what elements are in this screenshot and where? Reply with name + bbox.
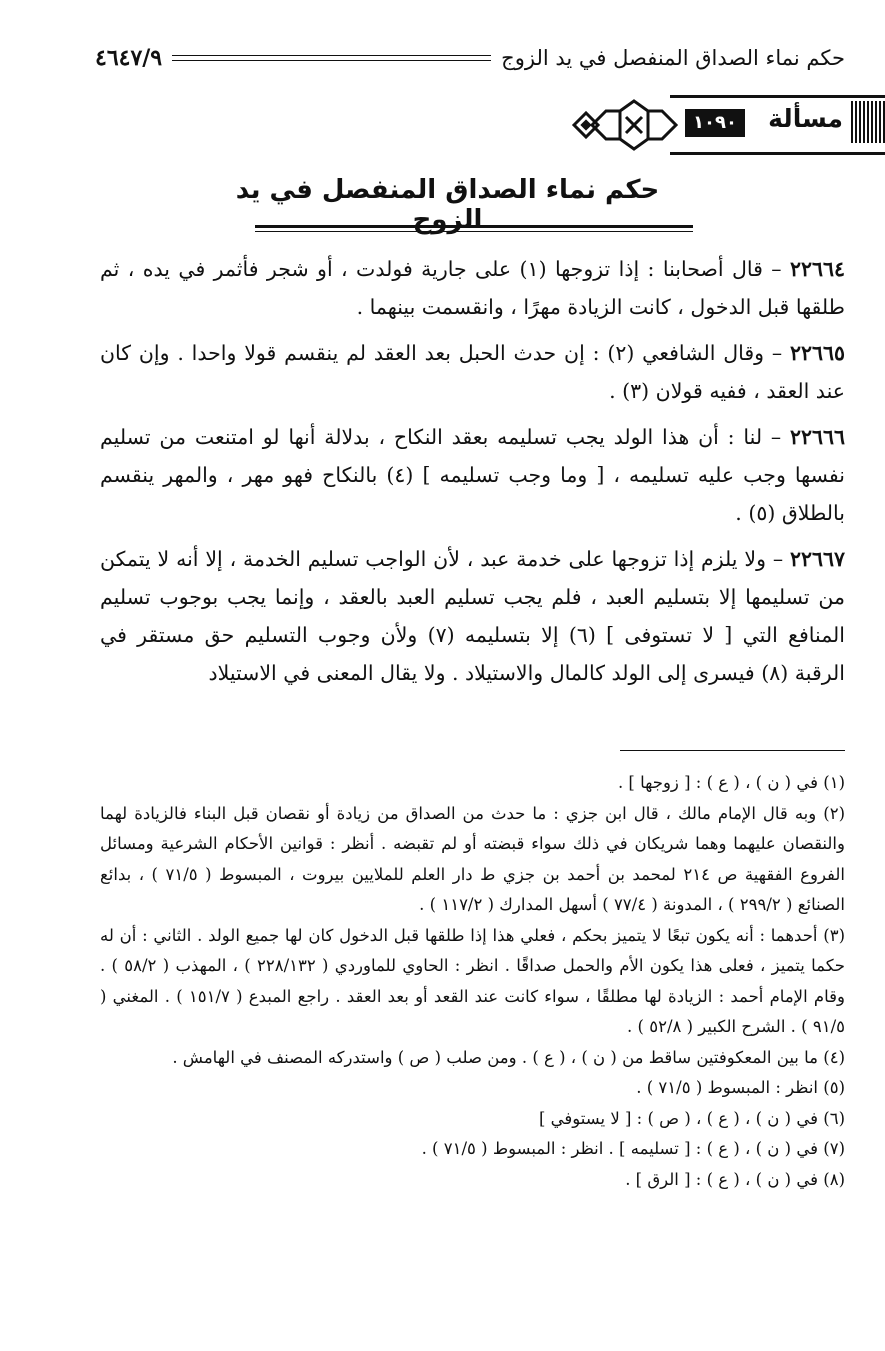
body-text: [100, 250, 845, 700]
title-underline-thin: [255, 231, 693, 232]
page-number: ٤٦٤٧/٩: [95, 45, 163, 71]
paragraph-number: ٢٢٦٦٦: [789, 425, 845, 449]
paragraph: [100, 250, 845, 326]
footnote-separator: [620, 750, 845, 751]
paragraph-text: – لنا : أن هذا الولد يجب تسليمه بعقد النكاح ، بدلالة أنها لو امتنعت من تسليم نفسها وجب عليه تسليمه ، [ وما وجب تسليمه ] (٤) بالنكاح فهو مهر ، والمهر ينقسم بالطلاق (٥) .: [100, 425, 845, 525]
footnote: (٣) أحدهما : أنه يكون تبعًا لا يتميز بحكم ، فعلي هذا إذا طلقها قبل الدخول كان لها جميع الولد . الثاني : أن له حكما يتميز ، فعلى هذا يكون الأم والحمل صداقًا . انظر : الحاوي للماوردي ( ٢٢٨/١٣٢ ) ، المهذب ( ٥٨/٢ ) . وقام الإمام أحمد : الزيادة لها مطلقًا ، سواء كانت عند القعد أو بعد العقد . راجع المبدع ( ١٥١/٧ ) . المغني ( ٩١/٥ ) . الشرح الكبير ( ٥٢/٨ ) .: [100, 925, 846, 1036]
paragraph-number: ٢٢٦٦٥: [789, 341, 845, 365]
footnotes: [100, 768, 845, 1195]
banner-stripes: [851, 101, 885, 143]
footnote: (٧) في ( ن ) ، ( ع ) : [ تسليمه ] . انظر : المبسوط ( ٧١/٥ ) .: [421, 1139, 845, 1158]
paragraph-text: – ولا يلزم إذا تزوجها على خدمة عبد ، لأن الواجب تسليم الخدمة ، إلا أنه لا يتمكن من تسليمها إلا بتسليم العبد ، فلم يجب تسليم العبد بالعقد ، وإنما يجب بوجوب تسليم المنافع التي [ لا تستوفى ] (٦) إلا بتسليمه (٧) ولأن وجوب التسليم حق مستقر في الرقبة (٨) فيسرى إلى الولد كالمال والاستيلاد . ولا يقال المعنى في الاستيلاد: [100, 547, 845, 685]
masala-label: مسألة: [768, 104, 843, 133]
paragraph: [100, 418, 845, 532]
ornament-icon: [570, 97, 680, 153]
paragraph-text: – وقال الشافعي (٢) : إن حدث الحبل بعد العقد لم ينقسم قولا واحدا . وإن كان عند العقد ، ففيه قولان (٣) .: [100, 341, 845, 403]
footnote: (١) في ( ن ) ، ( ع ) : [ زوجها ] .: [617, 773, 845, 792]
footnote: (٤) ما بين المعكوفتين ساقط من ( ن ) ، ( ع ) . ومن صلب ( ص ) واستدركه المصنف في الهامش .: [172, 1047, 845, 1067]
paragraph-number: ٢٢٦٦٧: [789, 547, 845, 571]
paragraph: [100, 334, 845, 410]
footnote: (٢) وبه قال الإمام مالك ، قال ابن جزي : ما حدث من الصداق من زيادة أو نقصان قبل البناء فالزيادة لهما والنقصان عليهما وهما شريكان في ذلك سواء قبضته أو لم تقبضه . أنظر : قوانين الأحكام الشرعية ومسائل الفروع الفقهية ص ٢١٤ لمحمد بن أحمد بن جزي ط دار العلم للملايين بيروت ، المبسوط ( ٧١/٥ ) ، بدائع الصنائع ( ٢٩٩/٢ ) ، المدونة ( ٧٧/٤ ) أسهل المدارك ( ١١٧/٢ ) .: [100, 803, 846, 914]
header-rule: [172, 55, 491, 61]
paragraph-number: ٢٢٦٦٤: [789, 257, 845, 281]
masala-number: ١٠٩٠: [685, 109, 745, 137]
running-header-title: حكم نماء الصداق المنفصل في يد الزوج: [501, 46, 845, 70]
paragraph: [100, 540, 845, 692]
section-title: حكم نماء الصداق المنفصل في يد الزوج: [235, 175, 660, 235]
footnote: (٥) انظر : المبسوط ( ٧١/٥ ) .: [636, 1078, 845, 1097]
paragraph-text: – قال أصحابنا : إذا تزوجها (١) على جارية فولدت ، أو شجر فأثمر في يده ، ثم طلقها قبل الدخول ، كانت الزيادة مهرًا ، وانقسمت بينهما .: [100, 257, 845, 319]
running-header: [95, 38, 845, 78]
title-underline: [255, 225, 693, 228]
footnote: (٦) في ( ن ) ، ( ع ) ، ( ص ) : [ لا يستوفي ]: [538, 1108, 845, 1128]
footnote: (٨) في ( ن ) ، ( ع ) : [ الرق ] .: [625, 1169, 845, 1189]
masala-banner: [570, 95, 885, 155]
